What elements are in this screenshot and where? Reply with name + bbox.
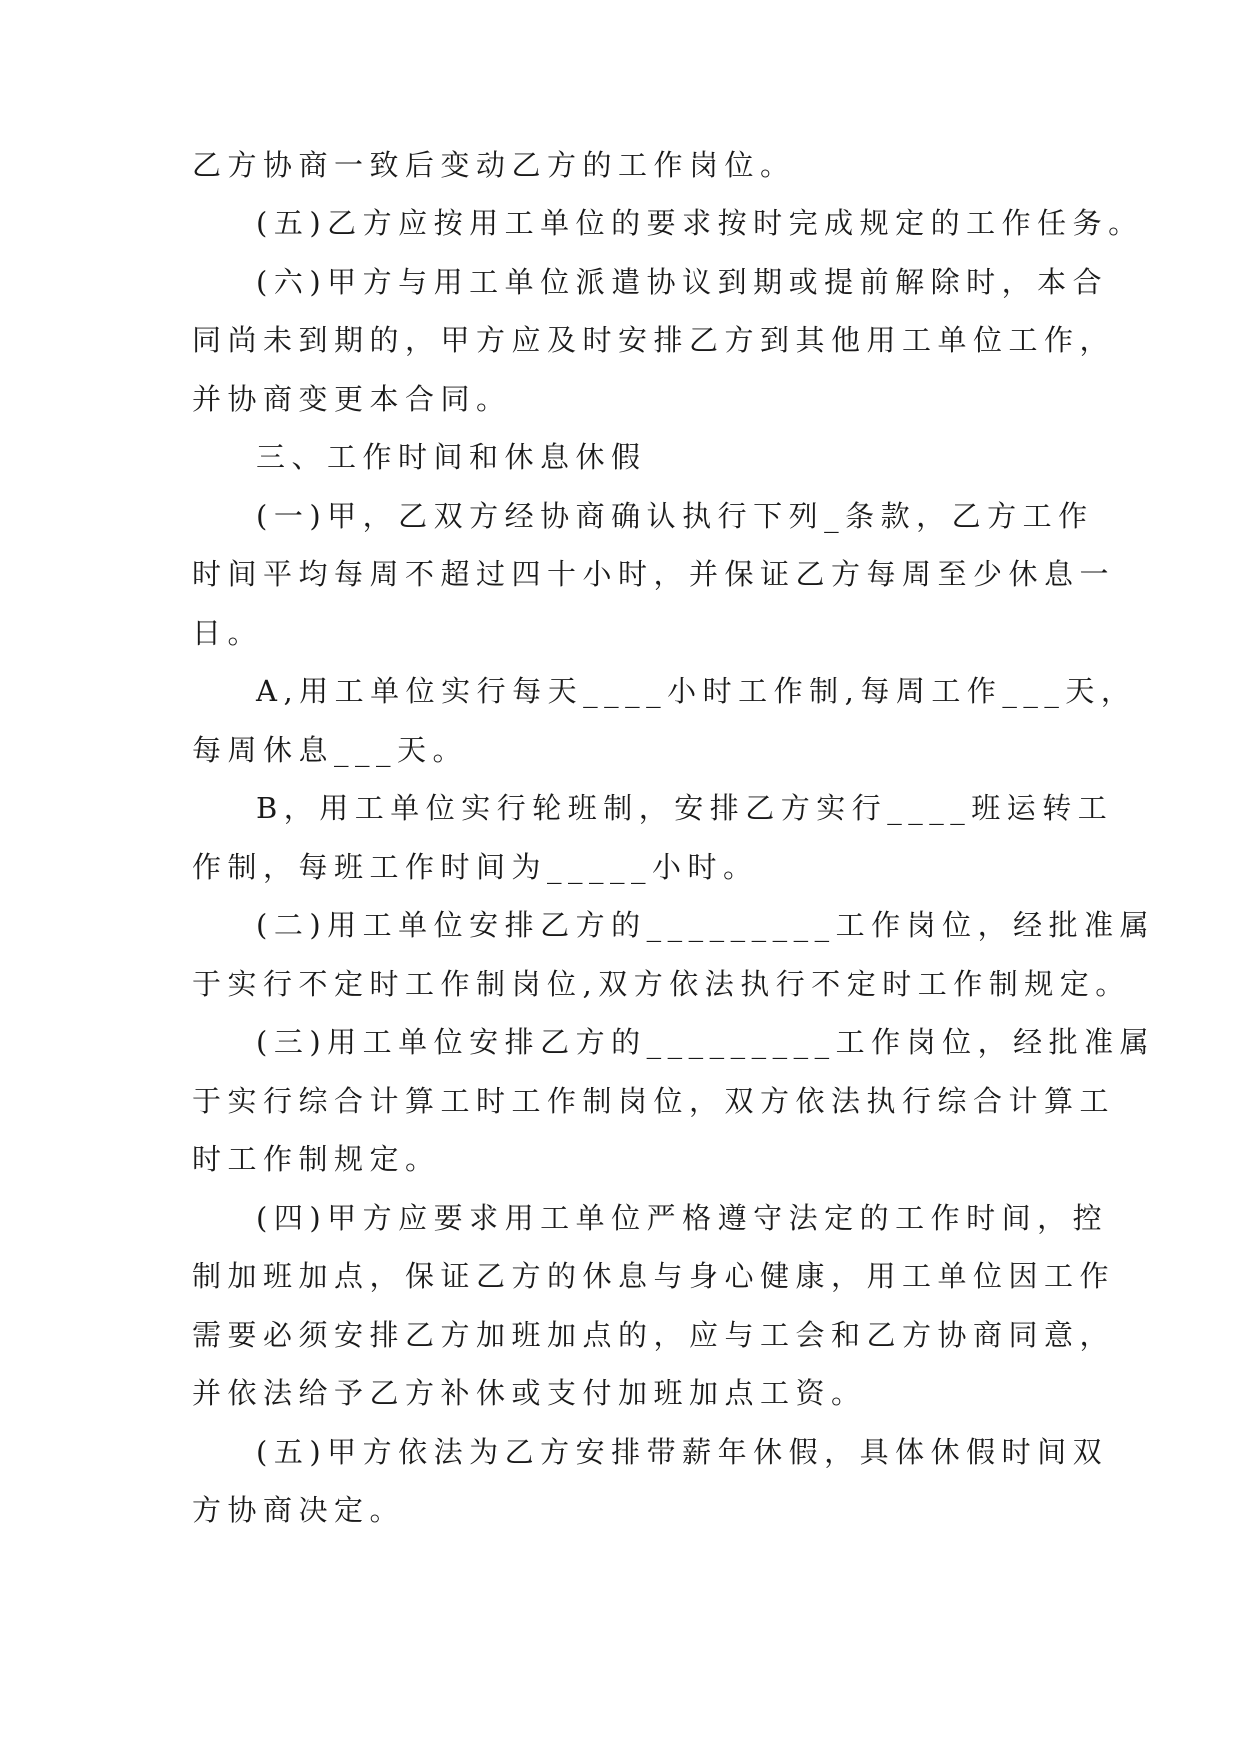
text-line: 方协商决定。	[192, 1493, 406, 1527]
section-heading: 三、工作时间和休息休假	[256, 440, 647, 474]
text-line: 制加班加点，保证乙方的休息与身心健康，用工单位因工作	[192, 1259, 1116, 1293]
text-line: 于实行不定时工作制岗位,双方依法执行不定时工作制规定。	[192, 967, 1131, 1001]
text-line: 于实行综合计算工时工作制岗位，双方依法执行综合计算工	[192, 1084, 1116, 1118]
text-line: (五)甲方依法为乙方安排带薪年休假，具体休假时间双	[256, 1435, 1109, 1469]
text-line: (四)甲方应要求用工单位严格遵守法定的工作时间，控	[256, 1201, 1109, 1235]
text-line: 需要必须安排乙方加班加点的，应与工会和乙方协商同意，	[192, 1318, 1116, 1352]
text-line: 每周休息___天。	[192, 733, 469, 767]
text-line: (二)用工单位安排乙方的_________工作岗位，经批准属	[256, 908, 1156, 942]
text-line: 作制，每班工作时间为_____小时。	[192, 850, 759, 884]
text-line: B，用工单位实行轮班制，安排乙方实行____班运转工	[256, 791, 1114, 825]
text-line: 时间平均每周不超过四十小时，并保证乙方每周至少休息一	[192, 557, 1116, 591]
text-line: (六)甲方与用工单位派遣协议到期或提前解除时，本合	[256, 265, 1109, 299]
text-line: 日。	[192, 616, 264, 650]
text-line: (五)乙方应按用工单位的要求按时完成规定的工作任务。	[256, 206, 1144, 240]
text-line: (三)用工单位安排乙方的_________工作岗位，经批准属	[256, 1025, 1156, 1059]
text-line: A,用工单位实行每天____小时工作制,每周工作___天，	[256, 674, 1137, 708]
text-line: 并依法给予乙方补休或支付加班加点工资。	[192, 1376, 867, 1410]
text-line: (一)甲，乙双方经协商确认执行下列_条款，乙方工作	[256, 499, 1094, 533]
text-line: 时工作制规定。	[192, 1142, 441, 1176]
text-line: 同尚未到期的，甲方应及时安排乙方到其他用工单位工作，	[192, 323, 1116, 357]
text-line: 乙方协商一致后变动乙方的工作岗位。	[192, 148, 796, 182]
text-line: 并协商变更本合同。	[192, 382, 512, 416]
